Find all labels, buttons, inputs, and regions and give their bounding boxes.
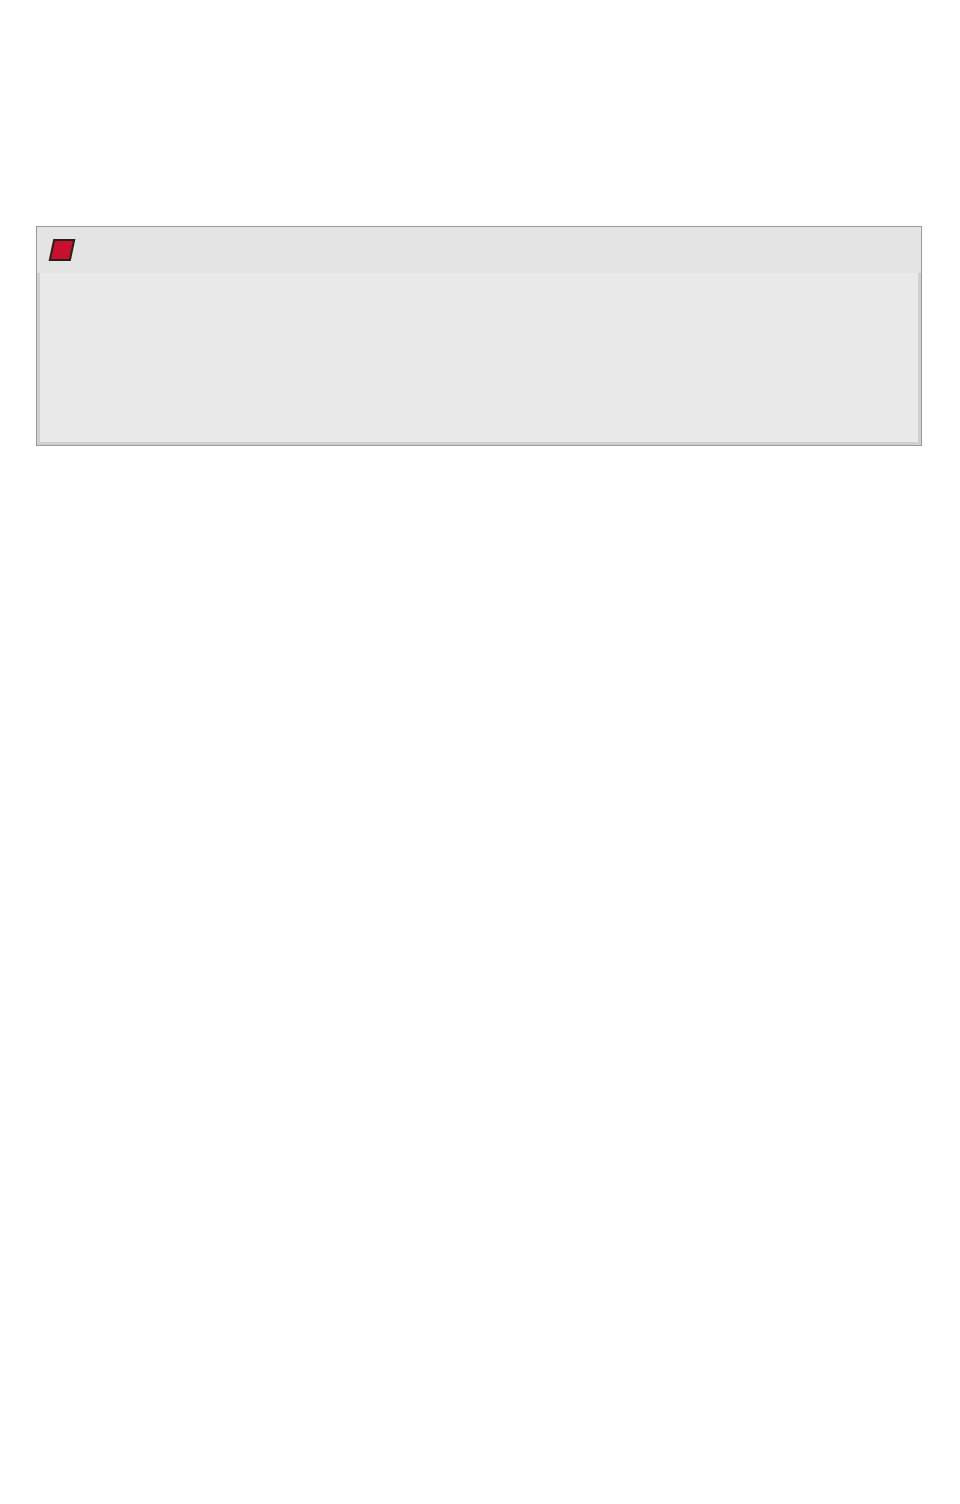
app-logo-icon: [49, 239, 76, 261]
screenshot-program-window: [36, 226, 922, 446]
section-heading-3: [40, 172, 45, 212]
title-bar: [37, 227, 921, 273]
spacer: [803, 227, 849, 261]
